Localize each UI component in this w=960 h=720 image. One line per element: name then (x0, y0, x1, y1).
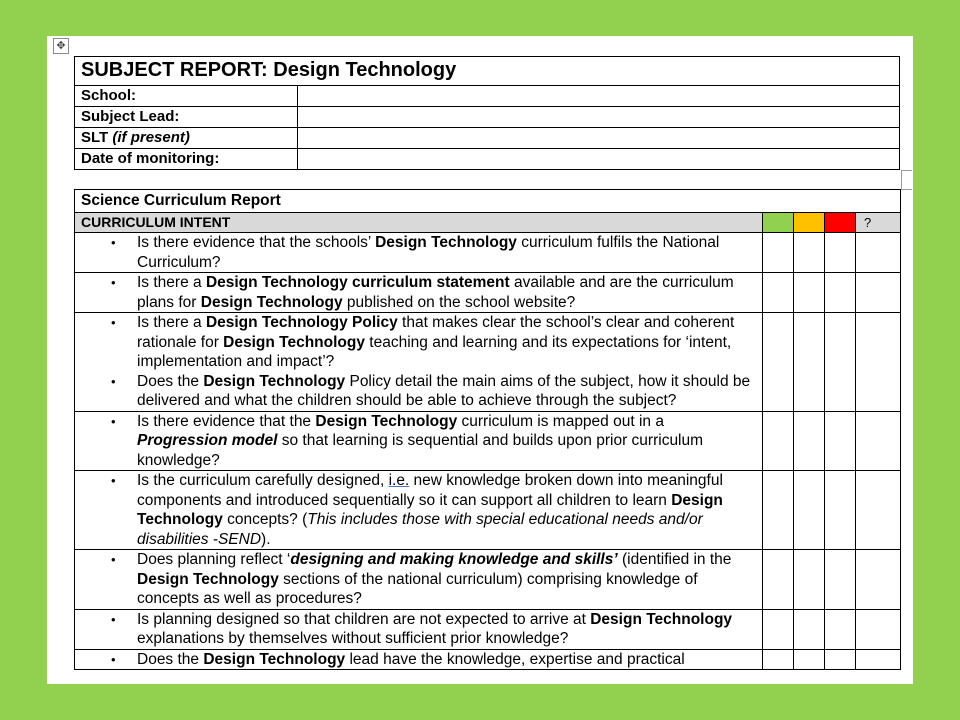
rag-unknown-cell[interactable] (856, 273, 901, 313)
question-item: • Is the curriculum carefully designed, i.e. new knowledge broken down into meaningful components and introduced sequentially so it can support all children to learn Design Technology concepts? (This includes those with special educational needs and/or disabilities -SEND). (111, 472, 723, 548)
rag-amber-cell[interactable] (794, 411, 825, 471)
curriculum-intent-label: CURRICULUM INTENT (75, 212, 763, 233)
question-row (75, 649, 901, 670)
rag-red-cell[interactable] (825, 471, 856, 550)
rag-red-cell[interactable] (825, 273, 856, 313)
rag-amber-cell[interactable] (794, 550, 825, 610)
rag-red-cell[interactable] (825, 233, 856, 273)
rag-amber-cell[interactable] (794, 609, 825, 649)
question-row (75, 550, 901, 610)
rag-amber-cell[interactable] (794, 233, 825, 273)
subject-report-header-table (74, 56, 900, 170)
rag-green-cell[interactable] (763, 609, 794, 649)
table-move-handle-icon[interactable]: ✥ (53, 38, 69, 54)
rag-red-cell[interactable] (825, 550, 856, 610)
table-end-marker (901, 170, 912, 190)
slt-label (75, 128, 298, 149)
rag-amber-header (794, 212, 825, 233)
curriculum-report-table (74, 189, 901, 670)
rag-green-cell[interactable] (763, 233, 794, 273)
question-item: • Is planning designed so that children are not expected to arrive at Design Technology explanations by themselves without sufficient prior knowledge? (111, 610, 733, 647)
rag-red-header (825, 212, 856, 233)
document-page (47, 36, 913, 684)
rag-green-header (763, 212, 794, 233)
question-item: • Is there evidence that the schools’ Design Technology curriculum fulfils the National Curriculum? (111, 234, 720, 271)
date-of-monitoring-label: Date of monitoring: (75, 149, 298, 170)
subject-lead-value[interactable] (298, 107, 900, 128)
slt-label-note: (if present) (112, 129, 190, 146)
slt-label-main: SLT (81, 129, 113, 146)
bullet-icon: • (111, 235, 116, 250)
rag-red-cell[interactable] (825, 609, 856, 649)
question-row (75, 609, 901, 649)
bullet-icon: • (111, 373, 116, 389)
rag-red-cell[interactable] (825, 313, 856, 412)
question-item: • Does planning reflect ‘designing and making knowledge and skills’ (identified in the Design Technology sections of the national curriculum) comprising knowledge of concepts as well as procedures? (111, 551, 732, 607)
question-item: • Is there evidence that the Design Technology curriculum is mapped out in a Progression model so that learning is sequential and builds upon prior curriculum knowledge? (111, 412, 704, 469)
bullet-icon: • (111, 413, 116, 429)
school-value[interactable] (298, 86, 900, 107)
question-row (75, 471, 901, 550)
rag-green-cell[interactable] (763, 649, 794, 670)
question-item: • Does the Design Technology Policy detail the main aims of the subject, how it should be delivered and what the children should be able to achieve through the subject? (111, 372, 751, 409)
bullet-icon: • (111, 611, 116, 627)
ie-link[interactable]: i.e. (388, 472, 410, 489)
bullet-icon: • (111, 651, 116, 667)
rag-unknown-cell[interactable] (856, 313, 901, 412)
rag-green-cell[interactable] (763, 273, 794, 313)
rag-green-cell[interactable] (763, 471, 794, 550)
bullet-icon: • (111, 315, 116, 330)
bullet-icon: • (111, 275, 116, 290)
school-label: School: (75, 86, 298, 107)
subject-lead-label: Subject Lead: (75, 107, 298, 128)
rag-unknown-cell[interactable] (856, 233, 901, 273)
bullet-icon: • (111, 552, 116, 567)
question-item: • Is there a Design Technology Policy that makes clear the school’s clear and coherent rationale for Design Technology teaching and learning and its expectations for ‘intent, implementation and impact’? (111, 314, 735, 370)
rag-amber-cell[interactable] (794, 471, 825, 550)
rag-amber-cell[interactable] (794, 649, 825, 670)
rag-green-cell[interactable] (763, 550, 794, 610)
rag-red-cell[interactable] (825, 649, 856, 670)
section-title: Science Curriculum Report (75, 190, 901, 213)
question-item: • Is there a Design Technology curriculum statement available and are the curriculum plans for Design Technology published on the school website? (111, 274, 734, 311)
rag-amber-cell[interactable] (794, 313, 825, 412)
rag-green-cell[interactable] (763, 411, 794, 471)
rag-green-cell[interactable] (763, 313, 794, 412)
question-item: • Does the Design Technology lead have the knowledge, expertise and practical (111, 650, 685, 668)
bullet-icon: • (111, 473, 116, 488)
question-row (75, 233, 901, 273)
question-row (75, 411, 901, 471)
rag-red-cell[interactable] (825, 411, 856, 471)
rag-unknown-header: ? (856, 212, 901, 233)
rag-unknown-cell[interactable] (856, 550, 901, 610)
report-title: SUBJECT REPORT: Design Technology (75, 57, 900, 86)
slt-value[interactable] (298, 128, 900, 149)
rag-unknown-cell[interactable] (856, 609, 901, 649)
date-of-monitoring-value[interactable] (298, 149, 900, 170)
question-row (75, 273, 901, 313)
rag-unknown-cell[interactable] (856, 411, 901, 471)
rag-amber-cell[interactable] (794, 273, 825, 313)
rag-unknown-cell[interactable] (856, 649, 901, 670)
question-row (75, 313, 901, 412)
rag-unknown-cell[interactable] (856, 471, 901, 550)
